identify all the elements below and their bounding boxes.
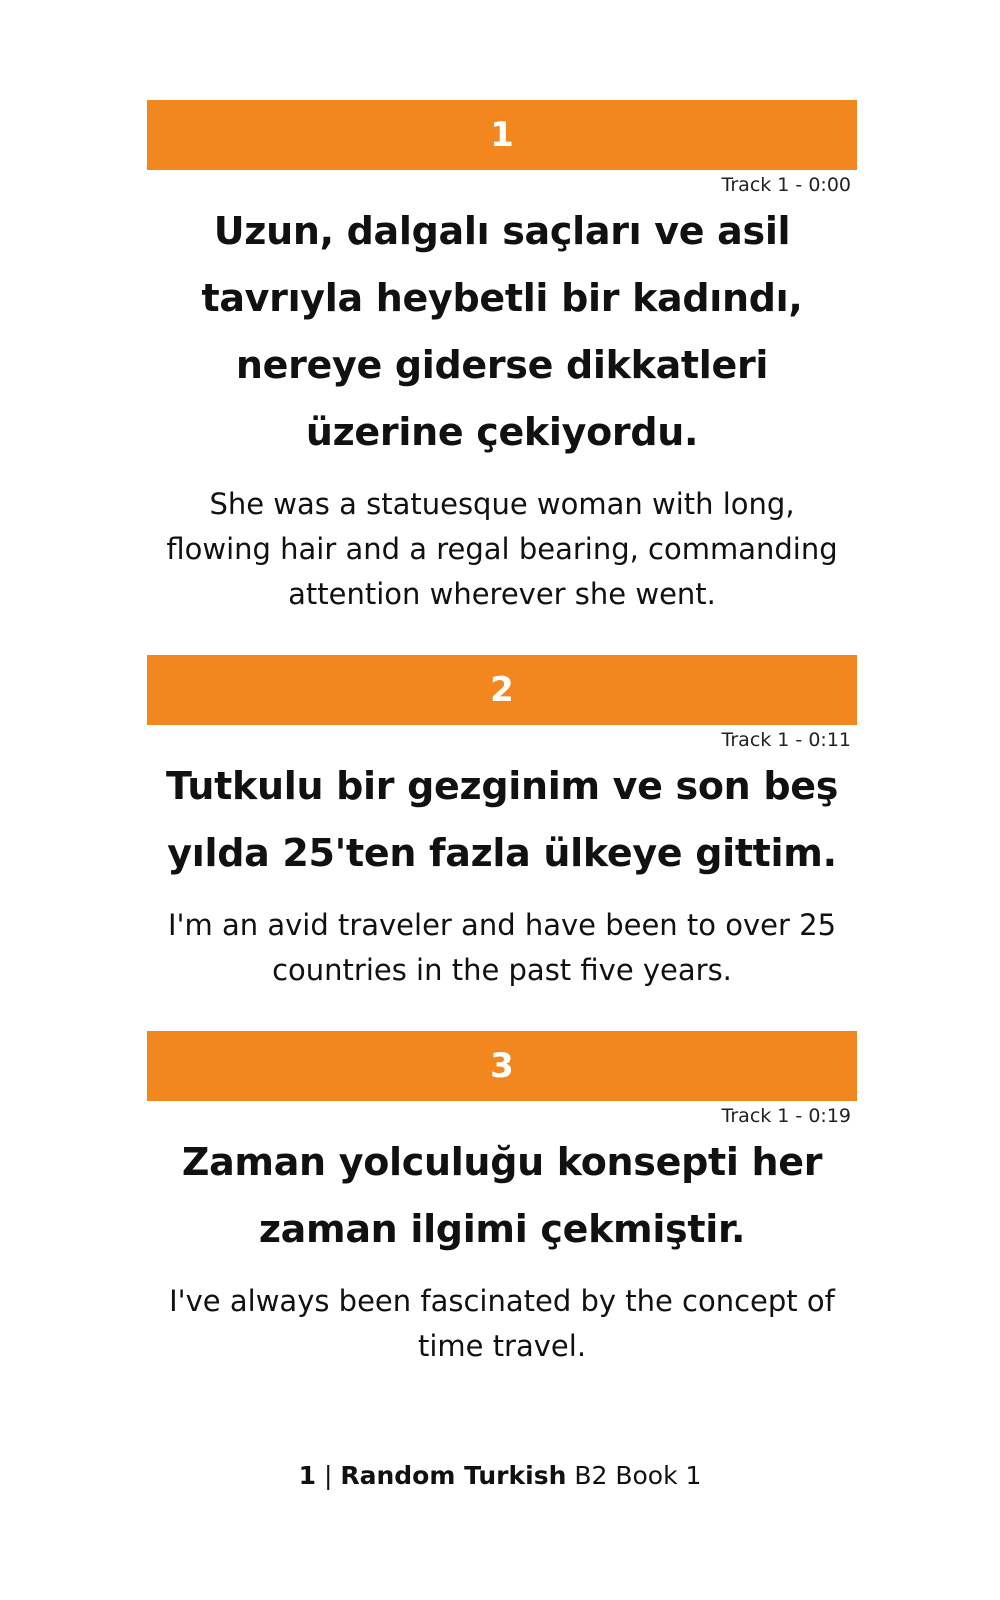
audio-track-timestamp: Track 1 - 0:19 bbox=[721, 1105, 851, 1127]
entry-number: 3 bbox=[490, 1046, 514, 1086]
entry-card bbox=[147, 1031, 857, 1391]
entry-number-bar bbox=[147, 655, 857, 725]
entry-card bbox=[147, 655, 857, 1031]
entry-number: 2 bbox=[490, 670, 514, 710]
audio-track-timestamp: Track 1 - 0:00 bbox=[721, 174, 851, 196]
entry-number: 1 bbox=[490, 115, 514, 155]
book-title: B2 Book 1 bbox=[574, 1461, 702, 1490]
turkish-sentence: Uzun, dalgalı saçları ve asil tavrıyla heybetli bir kadındı, nereye giderse dikkatleri üzerine çekiyordu. bbox=[201, 209, 803, 454]
english-translation: She was a statuesque woman with long, flowing hair and a regal bearing, commanding attention wherever she went. bbox=[166, 487, 838, 611]
footer-separator: | bbox=[323, 1461, 333, 1490]
entry-number-bar bbox=[147, 100, 857, 170]
entries-list bbox=[147, 100, 857, 1391]
brand-name: Random Turkish bbox=[340, 1461, 567, 1490]
entry-card bbox=[147, 100, 857, 655]
audio-track-timestamp: Track 1 - 0:11 bbox=[721, 729, 851, 751]
entry-number-bar bbox=[147, 1031, 857, 1101]
english-translation: I've always been fascinated by the concept of time travel. bbox=[169, 1284, 835, 1363]
english-translation: I'm an avid traveler and have been to over 25 countries in the past five years. bbox=[167, 908, 837, 987]
turkish-sentence: Zaman yolculuğu konsepti her zaman ilgimi çekmiştir. bbox=[181, 1140, 823, 1251]
page-number: 1 bbox=[298, 1461, 316, 1490]
page-footer bbox=[0, 1460, 1000, 1492]
turkish-sentence: Tutkulu bir gezginim ve son beş yılda 25'ten fazla ülkeye gittim. bbox=[165, 764, 839, 875]
